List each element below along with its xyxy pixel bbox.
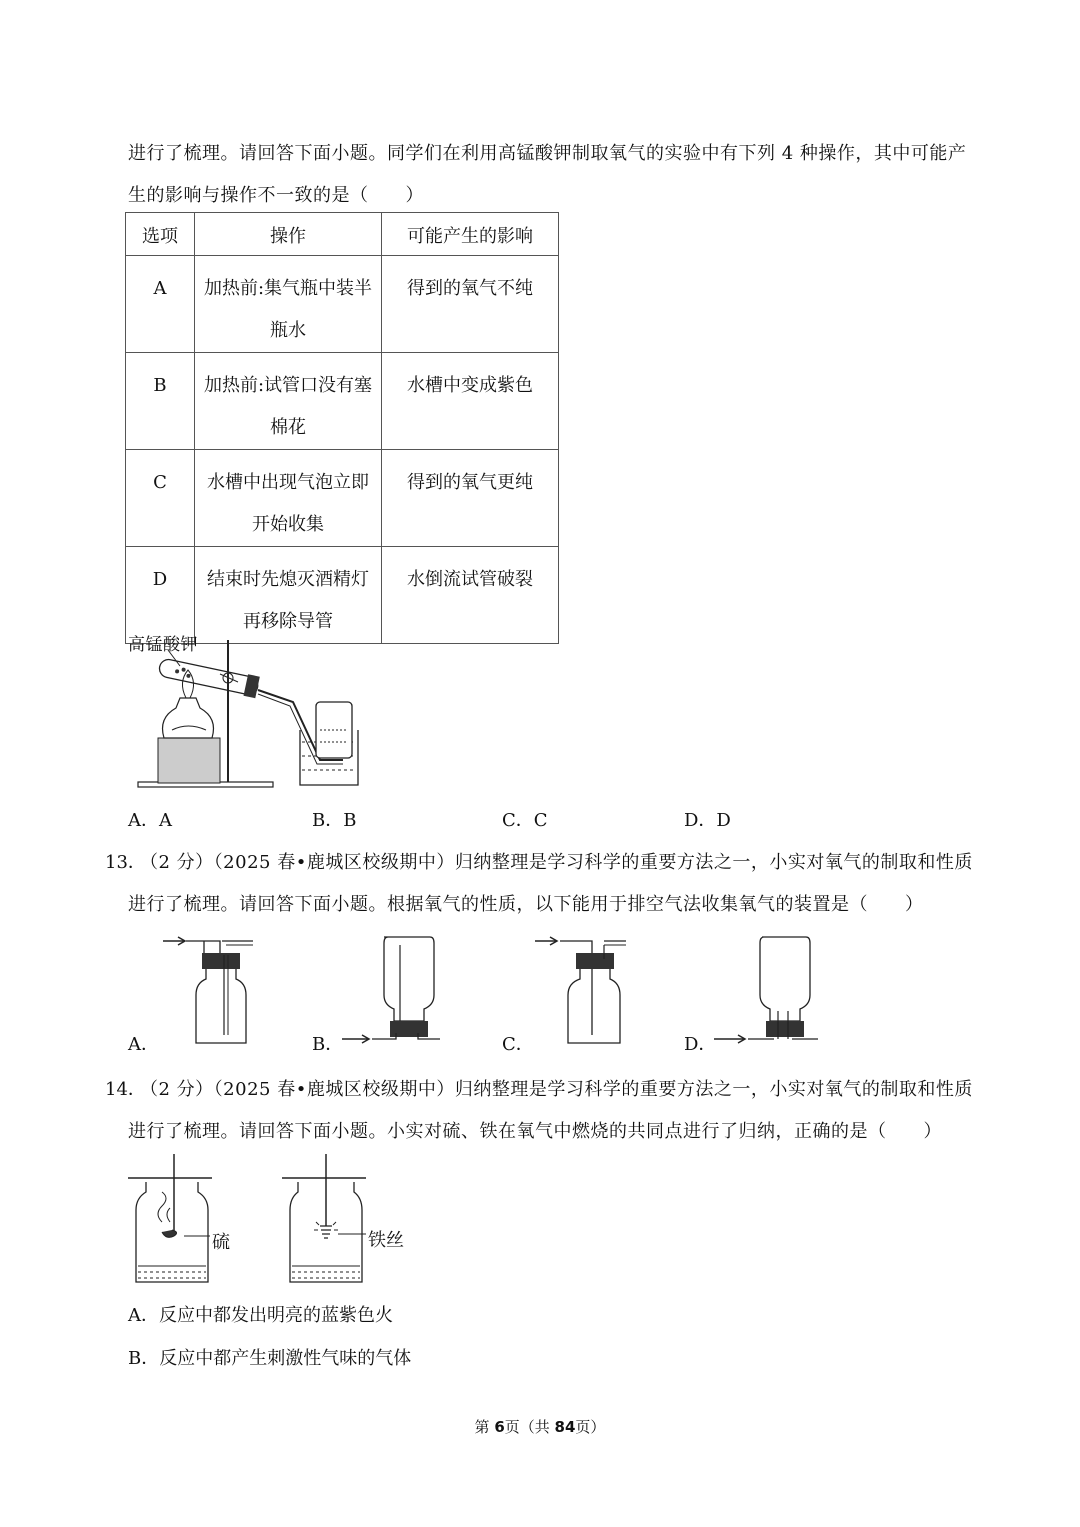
q13-text-line1: （2 分）（2025 春•鹿城区校级期中）归纳整理是学习科学的重要方法之一，小实对氧气的制取和性质 bbox=[140, 852, 973, 873]
operation-line: 开始收集 bbox=[252, 514, 324, 535]
table-cell-option: D bbox=[126, 547, 195, 644]
gas-bottle-a bbox=[158, 935, 258, 1047]
table-cell-operation bbox=[195, 450, 382, 547]
table-row bbox=[126, 547, 559, 644]
table-cell-effect: 得到的氧气不纯 bbox=[382, 256, 559, 353]
q14-text-line2: 进行了梳理。请回答下面小题。小实对硫、铁在氧气中燃烧的共同点进行了归纳，正确的是（ ） bbox=[128, 1121, 942, 1142]
footer-page-number: 6 bbox=[494, 1418, 505, 1436]
q13-choice-d[interactable]: D． bbox=[684, 1034, 717, 1055]
q14-text-line1: （2 分）（2025 春•鹿城区校级期中）归纳整理是学习科学的重要方法之一，小实对氧气的制取和性质 bbox=[140, 1079, 973, 1100]
table-header-option: 选项 bbox=[126, 213, 195, 256]
gas-bottle-d bbox=[714, 935, 824, 1047]
footer-prefix: 第 bbox=[474, 1418, 495, 1436]
page-footer bbox=[0, 1416, 1080, 1437]
gas-bottle-c bbox=[532, 935, 632, 1047]
footer-middle: 页（共 bbox=[504, 1418, 555, 1436]
label-sulfur: 硫 bbox=[212, 1232, 230, 1253]
table-cell-effect: 水倒流试管破裂 bbox=[382, 547, 559, 644]
table-cell-option: C bbox=[126, 450, 195, 547]
operation-line: 加热前:集气瓶中装半 bbox=[203, 278, 373, 299]
footer-total-pages: 84 bbox=[554, 1418, 576, 1436]
q13-text-line2: 进行了梳理。请回答下面小题。根据氧气的性质，以下能用于排空气法收集氧气的装置是（ ） bbox=[128, 894, 924, 915]
q14-choice-b[interactable]: B．反应中都产生刺激性气味的气体 bbox=[128, 1348, 412, 1369]
operation-line: 再移除导管 bbox=[243, 611, 333, 632]
table-header-row bbox=[126, 213, 559, 256]
table-cell-effect: 水槽中变成紫色 bbox=[382, 353, 559, 450]
table-cell-operation bbox=[195, 547, 382, 644]
operation-line: 棉花 bbox=[270, 417, 306, 438]
q14-choice-a[interactable]: A．反应中都发出明亮的蓝紫色火 bbox=[128, 1305, 393, 1326]
footer-suffix: 页） bbox=[575, 1418, 606, 1436]
operation-line: 加热前:试管口没有塞 bbox=[203, 375, 373, 396]
q12-choice-c[interactable]: C．C bbox=[502, 810, 548, 831]
iron-wire-combustion-bottle bbox=[280, 1152, 390, 1287]
table-cell-effect: 得到的氧气更纯 bbox=[382, 450, 559, 547]
q12-choice-a[interactable]: A．A bbox=[128, 810, 172, 831]
gas-bottle-b bbox=[342, 935, 442, 1047]
q13-choice-c[interactable]: C． bbox=[502, 1034, 534, 1055]
table-row bbox=[126, 450, 559, 547]
table-cell-operation bbox=[195, 353, 382, 450]
sulfur-combustion-bottle bbox=[126, 1152, 236, 1287]
table-row bbox=[126, 256, 559, 353]
q12-text-line1: 进行了梳理。请回答下面小题。同学们在利用高锰酸钾制取氧气的实验中有下列 4 种操作，其中可能产 bbox=[128, 143, 967, 164]
operation-line: 结束时先熄灭酒精灯 bbox=[207, 569, 369, 590]
q13-number: 13． bbox=[105, 852, 146, 873]
table-row bbox=[126, 353, 559, 450]
options-table bbox=[125, 212, 559, 644]
table-header-effect: 可能产生的影响 bbox=[382, 213, 559, 256]
label-iron-wire: 铁丝 bbox=[368, 1230, 404, 1251]
operation-line: 水槽中出现气泡立即 bbox=[207, 472, 369, 493]
oxygen-preparation-apparatus bbox=[128, 630, 363, 790]
table-header-operation: 操作 bbox=[195, 213, 382, 256]
q12-choice-d[interactable]: D．D bbox=[684, 810, 731, 831]
table-cell-operation bbox=[195, 256, 382, 353]
q13-choice-a[interactable]: A． bbox=[128, 1034, 159, 1055]
q13-choice-b[interactable]: B． bbox=[312, 1034, 344, 1055]
figure-label-potassium-permanganate: 高锰酸钾 bbox=[128, 635, 198, 655]
table-cell-option: A bbox=[126, 256, 195, 353]
table-cell-option: B bbox=[126, 353, 195, 450]
operation-line: 瓶水 bbox=[270, 320, 306, 341]
q12-choice-b[interactable]: B．B bbox=[312, 810, 357, 831]
q14-number: 14． bbox=[105, 1079, 146, 1100]
q12-text-line2: 生的影响与操作不一致的是（ ） bbox=[128, 185, 424, 206]
